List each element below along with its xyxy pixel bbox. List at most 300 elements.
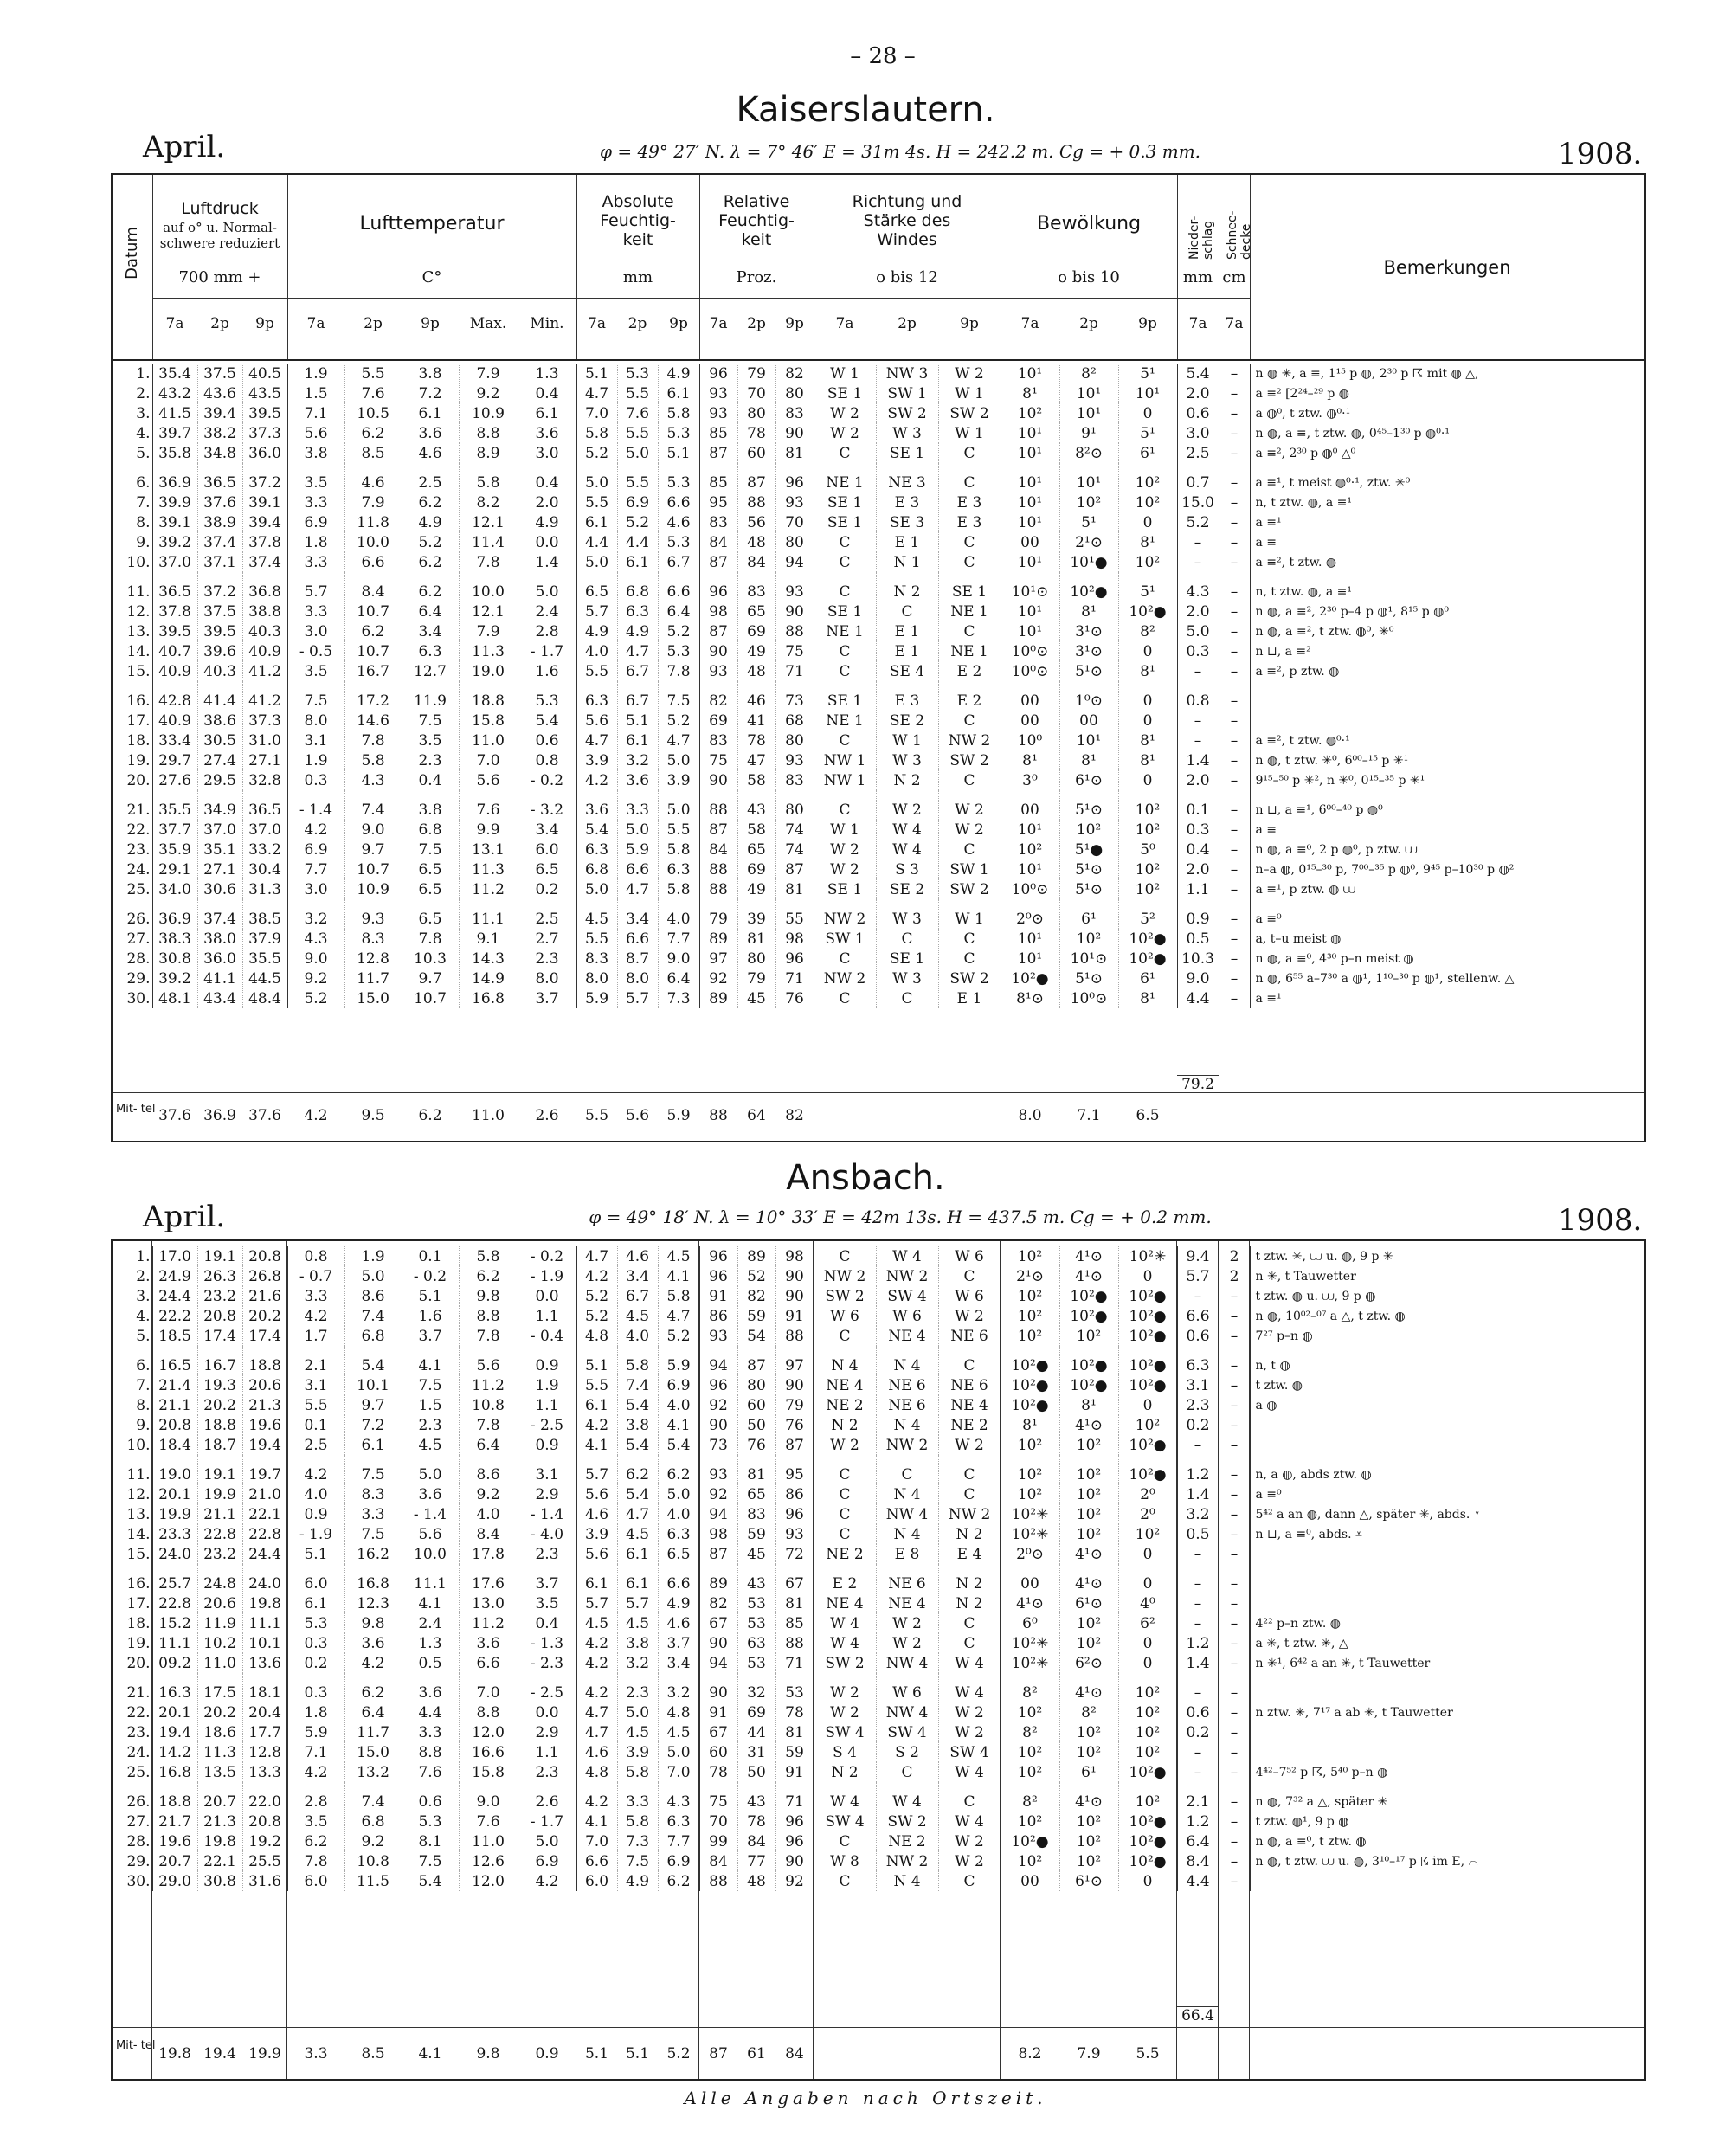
header-lufttemperatur: Lufttemperatur C°	[287, 175, 577, 359]
cell-wind-9p: C	[938, 532, 1001, 552]
cell-abs-humidity-2p: 6.6	[617, 929, 658, 949]
cell-cloud-7a: 10²	[1001, 840, 1059, 859]
cell-rel-humidity-9p: 98	[775, 929, 814, 949]
cell-temp-min: 0.9	[518, 1435, 576, 1455]
cell-rel-humidity-9p: 86	[775, 1484, 814, 1504]
cell-rel-humidity-7a: 84	[699, 1851, 737, 1871]
cell-temp-7a: 1.9	[287, 364, 344, 383]
cell-abs-humidity-2p: 2.3	[617, 1673, 658, 1702]
cell-pressure-7a: 48.1	[152, 988, 197, 1008]
table-row	[113, 750, 1644, 770]
cell-rel-humidity-2p: 47	[737, 750, 775, 770]
cell-pressure-9p: 19.8	[242, 1593, 287, 1613]
cell-temp-max: 11.0	[459, 1831, 518, 1851]
cell-temp-9p: 4.4	[402, 1702, 459, 1722]
cell-wind-9p: C	[938, 840, 1001, 859]
cell-abs-humidity-7a: 8.0	[576, 969, 617, 988]
cell-pressure-7a: 39.2	[152, 532, 197, 552]
cell-temp-max: 8.8	[459, 1306, 518, 1326]
cell-temp-min: 0.9	[518, 1346, 576, 1375]
cell-temp-min: - 1.4	[518, 1504, 576, 1524]
cell-wind-2p: C	[876, 602, 938, 621]
cell-temp-max: 11.2	[459, 1375, 518, 1395]
cell-rel-humidity-9p: 98	[775, 1246, 814, 1266]
cell-snow-cover: –	[1219, 1564, 1250, 1593]
cell-cloud-7a: 00	[1001, 1564, 1059, 1593]
cell-snow-cover: –	[1219, 364, 1250, 383]
cell-abs-humidity-9p: 5.4	[658, 1435, 699, 1455]
cell-pressure-7a: 34.0	[152, 879, 197, 899]
mean-rel-humidity-7a: 87	[709, 2045, 728, 2063]
cell-wind-2p: N 1	[876, 552, 938, 572]
cell-wind-9p: C	[938, 929, 1001, 949]
cell-temp-min: 2.3	[518, 949, 576, 969]
cell-wind-9p: NE 6	[938, 1375, 1001, 1395]
cell-pressure-2p: 23.2	[197, 1544, 242, 1564]
cell-pressure-9p: 35.5	[242, 949, 287, 969]
cell-temp-2p: 7.4	[344, 790, 402, 820]
cell-snow-cover: –	[1219, 711, 1250, 730]
cell-precipitation: 1.2	[1177, 1455, 1219, 1484]
cell-abs-humidity-2p: 7.5	[617, 1851, 658, 1871]
cell-wind-2p: SE 4	[876, 661, 938, 681]
cell-temp-max: 15.8	[459, 1762, 518, 1782]
cell-snow-cover: –	[1219, 641, 1250, 661]
cell-temp-max: 5.6	[459, 1346, 518, 1375]
cell-pressure-9p: 22.0	[242, 1782, 287, 1812]
table-row	[113, 1286, 1644, 1306]
cell-wind-9p: C	[938, 1266, 1001, 1286]
cell-abs-humidity-7a: 5.7	[576, 1455, 617, 1484]
cell-temp-min: 2.9	[518, 1484, 576, 1504]
cell-wind-2p: NE 6	[876, 1395, 938, 1415]
cell-cloud-9p: 10²●	[1118, 949, 1177, 969]
cell-rel-humidity-2p: 82	[737, 1286, 775, 1306]
cell-wind-2p: NE 2	[876, 1831, 938, 1851]
cell-temp-2p: 17.2	[344, 681, 402, 711]
cell-temp-7a: 0.8	[287, 1246, 344, 1266]
cell-pressure-2p: 18.6	[197, 1722, 242, 1742]
cell-cloud-7a: 00	[1001, 711, 1059, 730]
cell-cloud-7a: 10²●	[1001, 1346, 1059, 1375]
cell-rel-humidity-7a: 90	[699, 1415, 737, 1435]
cell-cloud-2p: 4¹⊙	[1059, 1564, 1118, 1593]
cell-precipitation: 0.2	[1177, 1415, 1219, 1435]
cell-temp-7a: 2.1	[287, 1346, 344, 1375]
cell-wind-2p: C	[876, 988, 938, 1008]
cell-wind-9p: C	[938, 1633, 1001, 1653]
cell-rel-humidity-9p: 91	[775, 1306, 814, 1326]
cell-wind-9p: NE 2	[938, 1415, 1001, 1435]
cell-cloud-2p: 10²	[1059, 1633, 1118, 1653]
mean-abs-humidity-2p: 5.6	[625, 1107, 650, 1124]
cell-wind-9p: W 2	[938, 1722, 1001, 1742]
cell-pressure-7a: 39.9	[152, 492, 197, 512]
cell-rel-humidity-2p: 65	[737, 840, 775, 859]
cell-abs-humidity-7a: 4.2	[576, 1673, 617, 1702]
cell-wind-2p: W 3	[876, 423, 938, 443]
table-row	[113, 1484, 1644, 1504]
data-rows	[113, 1246, 1644, 1891]
cell-rel-humidity-9p: 94	[775, 552, 814, 572]
cell-pressure-7a: 36.9	[152, 463, 197, 492]
cell-temp-max: 12.1	[459, 602, 518, 621]
cell-rel-humidity-9p: 80	[775, 790, 814, 820]
cell-rel-humidity-2p: 81	[737, 1455, 775, 1484]
mean-pressure-7a: 37.6	[158, 1107, 191, 1124]
cell-rel-humidity-9p: 75	[775, 641, 814, 661]
cell-cloud-7a: 10²✳	[1001, 1524, 1059, 1544]
cell-cloud-7a: 10⁰⊙	[1001, 661, 1059, 681]
mean-temp-max: 9.8	[476, 2045, 500, 2063]
cell-cloud-9p: 10²●	[1118, 1286, 1177, 1306]
cell-day: 15.	[113, 661, 152, 681]
cell-temp-7a: 7.8	[287, 1851, 344, 1871]
cell-remarks: t ztw. ✳, ⩊ u. ◍, 9 p ✳	[1255, 1249, 1393, 1264]
cell-cloud-2p: 8¹	[1059, 602, 1118, 621]
cell-temp-7a: 3.3	[287, 552, 344, 572]
cell-abs-humidity-7a: 6.3	[576, 840, 617, 859]
table-row	[113, 364, 1644, 383]
cell-day: 12.	[113, 602, 152, 621]
table-row	[113, 1415, 1644, 1435]
cell-temp-max: 18.8	[459, 681, 518, 711]
cell-pressure-9p: 22.8	[242, 1524, 287, 1544]
cell-precipitation: –	[1177, 1673, 1219, 1702]
cell-day: 11.	[113, 572, 152, 602]
cell-temp-max: 14.9	[459, 969, 518, 988]
cell-wind-7a: W 2	[814, 1673, 876, 1702]
cell-abs-humidity-7a: 4.7	[576, 1702, 617, 1722]
cell-wind-9p: W 2	[938, 820, 1001, 840]
cell-wind-9p: NE 1	[938, 641, 1001, 661]
cell-snow-cover: –	[1219, 1633, 1250, 1653]
table-row	[113, 790, 1644, 820]
cell-abs-humidity-2p: 6.8	[617, 572, 658, 602]
cell-pressure-9p: 40.3	[242, 621, 287, 641]
cell-pressure-9p: 21.6	[242, 1286, 287, 1306]
cell-remarks: n ◍, a ≡², 2³⁰ p–4 p ◍¹, 8¹⁵ p ◍⁰	[1255, 604, 1449, 619]
cell-remarks: 4²² p–n ztw. ◍	[1255, 1616, 1341, 1631]
cell-rel-humidity-2p: 80	[737, 949, 775, 969]
cell-rel-humidity-9p: 97	[775, 1346, 814, 1375]
cell-pressure-2p: 19.8	[197, 1831, 242, 1851]
cell-rel-humidity-2p: 58	[737, 820, 775, 840]
cell-temp-min: 1.3	[518, 364, 576, 383]
cell-precipitation: –	[1177, 552, 1219, 572]
cell-abs-humidity-9p: 5.1	[658, 443, 699, 463]
cell-rel-humidity-7a: 67	[699, 1613, 737, 1633]
cell-cloud-9p: 10²●	[1118, 1375, 1177, 1395]
cell-wind-2p: E 8	[876, 1544, 938, 1564]
cell-rel-humidity-7a: 89	[699, 1564, 737, 1593]
cell-cloud-2p: 10²	[1059, 1435, 1118, 1455]
cell-pressure-9p: 17.7	[242, 1722, 287, 1742]
cell-temp-min: 1.1	[518, 1742, 576, 1762]
cell-wind-2p: NW 2	[876, 1851, 938, 1871]
cell-cloud-9p: 5¹	[1118, 572, 1177, 602]
cell-temp-min: 0.4	[518, 383, 576, 403]
cell-remarks: t ztw. ◍ u. ⩊, 9 p ◍	[1255, 1289, 1376, 1303]
cell-temp-7a: 6.1	[287, 1593, 344, 1613]
cell-wind-9p: E 3	[938, 512, 1001, 532]
cell-precipitation: –	[1177, 1544, 1219, 1564]
cell-rel-humidity-9p: 71	[775, 661, 814, 681]
cell-temp-9p: 5.6	[402, 1524, 459, 1544]
cell-wind-9p: W 6	[938, 1286, 1001, 1306]
cell-cloud-2p: 6¹⊙	[1059, 1593, 1118, 1613]
cell-abs-humidity-9p: 4.0	[658, 1504, 699, 1524]
cell-temp-2p: 10.0	[344, 532, 402, 552]
cell-pressure-9p: 20.6	[242, 1375, 287, 1395]
cell-wind-9p: C	[938, 1346, 1001, 1375]
table-row	[113, 403, 1644, 423]
precipitation-sum: 66.4	[1177, 2006, 1219, 2024]
cell-wind-2p: W 4	[876, 840, 938, 859]
cell-precipitation: –	[1177, 661, 1219, 681]
cell-temp-7a: 6.2	[287, 1831, 344, 1851]
cell-pressure-2p: 11.9	[197, 1613, 242, 1633]
cell-pressure-7a: 19.6	[152, 1831, 197, 1851]
cell-temp-max: 12.1	[459, 512, 518, 532]
cell-temp-2p: 8.5	[344, 443, 402, 463]
cell-wind-2p: N 2	[876, 770, 938, 790]
cell-cloud-2p: 4¹⊙	[1059, 1782, 1118, 1812]
cell-snow-cover: –	[1219, 1504, 1250, 1524]
cell-temp-min: - 1.3	[518, 1633, 576, 1653]
cell-abs-humidity-7a: 4.2	[576, 1653, 617, 1673]
cell-wind-7a: NW 2	[814, 1266, 876, 1286]
cell-rel-humidity-9p: 80	[775, 383, 814, 403]
cell-wind-9p: NE 6	[938, 1326, 1001, 1346]
cell-temp-max: 6.4	[459, 1435, 518, 1455]
ansbach-table	[111, 1239, 1646, 2081]
cell-abs-humidity-2p: 6.1	[617, 730, 658, 750]
cell-pressure-2p: 10.2	[197, 1633, 242, 1653]
cell-temp-2p: 7.2	[344, 1415, 402, 1435]
cell-remarks: n, t ◍	[1255, 1358, 1290, 1373]
cell-cloud-7a: 10²	[1001, 1246, 1059, 1266]
cell-precipitation: –	[1177, 730, 1219, 750]
cell-rel-humidity-9p: 95	[775, 1455, 814, 1484]
cell-rel-humidity-7a: 88	[699, 1871, 737, 1891]
cell-abs-humidity-7a: 4.2	[576, 770, 617, 790]
cell-rel-humidity-2p: 32	[737, 1673, 775, 1702]
cell-precipitation: –	[1177, 1286, 1219, 1306]
cell-cloud-9p: 10²●	[1118, 1346, 1177, 1375]
cell-rel-humidity-2p: 77	[737, 1851, 775, 1871]
cell-wind-7a: NE 2	[814, 1544, 876, 1564]
cell-temp-2p: 6.2	[344, 621, 402, 641]
cell-wind-9p: W 4	[938, 1673, 1001, 1702]
cell-abs-humidity-2p: 5.7	[617, 1593, 658, 1613]
cell-remarks: a ◍⁰, t ztw. ◍⁰·¹	[1255, 406, 1351, 421]
cell-precipitation: 0.6	[1177, 403, 1219, 423]
cell-day: 21.	[113, 790, 152, 820]
cell-abs-humidity-2p: 3.3	[617, 1782, 658, 1812]
cell-rel-humidity-7a: 89	[699, 988, 737, 1008]
cell-wind-7a: SE 1	[814, 512, 876, 532]
cell-abs-humidity-9p: 5.2	[658, 711, 699, 730]
cell-rel-humidity-7a: 89	[699, 929, 737, 949]
cell-day: 21.	[113, 1673, 152, 1702]
cell-pressure-9p: 43.5	[242, 383, 287, 403]
cell-temp-2p: 12.3	[344, 1593, 402, 1613]
cell-pressure-7a: 23.3	[152, 1524, 197, 1544]
cell-rel-humidity-9p: 71	[775, 1653, 814, 1673]
cell-abs-humidity-9p: 4.1	[658, 1415, 699, 1435]
cell-cloud-7a: 8²	[1001, 1722, 1059, 1742]
cell-temp-7a: 3.5	[287, 661, 344, 681]
cell-pressure-9p: 19.7	[242, 1455, 287, 1484]
cell-precipitation: 2.0	[1177, 602, 1219, 621]
cell-pressure-7a: 19.4	[152, 1722, 197, 1742]
cell-precipitation: 6.4	[1177, 1831, 1219, 1851]
cell-abs-humidity-2p: 6.7	[617, 661, 658, 681]
cell-cloud-9p: 0	[1118, 403, 1177, 423]
cell-wind-2p: SW 4	[876, 1286, 938, 1306]
cell-cloud-9p: 10²	[1118, 463, 1177, 492]
station-coordinates: φ = 49° 18′ N. λ = 10° 33′ E = 42m 13s. H = 437.5 m. Cg = + 0.2 mm.	[589, 1207, 1212, 1227]
cell-temp-min: 1.4	[518, 552, 576, 572]
cell-rel-humidity-2p: 45	[737, 988, 775, 1008]
cell-temp-9p: 7.5	[402, 1375, 459, 1395]
mean-cloud-9p: 6.5	[1136, 1107, 1160, 1124]
cell-abs-humidity-9p: 3.7	[658, 1633, 699, 1653]
cell-remarks: 7²⁷ p–n ◍	[1255, 1329, 1313, 1343]
cell-rel-humidity-7a: 82	[699, 681, 737, 711]
cell-cloud-9p: 10²●	[1118, 1812, 1177, 1831]
cell-wind-9p: W 2	[938, 790, 1001, 820]
mean-abs-humidity-2p: 5.1	[625, 2045, 650, 2063]
cell-precipitation: 9.4	[1177, 1246, 1219, 1266]
cell-wind-2p: SE 1	[876, 443, 938, 463]
table-row	[113, 681, 1644, 711]
cell-pressure-7a: 39.7	[152, 423, 197, 443]
cell-rel-humidity-7a: 60	[699, 1742, 737, 1762]
cell-temp-max: 11.4	[459, 532, 518, 552]
cell-abs-humidity-2p: 5.0	[617, 443, 658, 463]
cell-abs-humidity-7a: 4.2	[576, 1266, 617, 1286]
cell-wind-9p: SE 1	[938, 572, 1001, 602]
cell-cloud-7a: 10²	[1001, 1306, 1059, 1326]
cell-remarks: n, a ◍, abds ztw. ◍	[1255, 1467, 1372, 1482]
cell-snow-cover: –	[1219, 1702, 1250, 1722]
cell-temp-min: - 1.9	[518, 1266, 576, 1286]
cell-abs-humidity-9p: 4.7	[658, 730, 699, 750]
cell-temp-7a: 3.1	[287, 1375, 344, 1395]
mean-temp-9p: 6.2	[418, 1107, 442, 1124]
cell-temp-min: 3.7	[518, 988, 576, 1008]
cell-remarks	[1250, 1564, 1644, 1593]
cell-rel-humidity-2p: 84	[737, 552, 775, 572]
cell-day: 22.	[113, 1702, 152, 1722]
cell-remarks: a ≡⁰	[1255, 1487, 1282, 1502]
cell-rel-humidity-7a: 83	[699, 512, 737, 532]
cell-abs-humidity-2p: 3.8	[617, 1633, 658, 1653]
cell-temp-max: 10.8	[459, 1395, 518, 1415]
cell-remarks: a ≡¹, t meist ◍⁰·¹, ztw. ✳⁰	[1255, 475, 1411, 490]
cell-rel-humidity-7a: 84	[699, 840, 737, 859]
cell-pressure-7a: 39.2	[152, 969, 197, 988]
cell-temp-2p: 7.8	[344, 730, 402, 750]
cell-wind-2p: C	[876, 1762, 938, 1782]
cell-day: 22.	[113, 820, 152, 840]
cell-cloud-7a: 2⁰⊙	[1001, 1544, 1059, 1564]
cell-wind-7a: SW 4	[814, 1812, 876, 1831]
cell-wind-2p: W 2	[876, 1613, 938, 1633]
cell-precipitation: 2.1	[1177, 1782, 1219, 1812]
cell-abs-humidity-2p: 6.2	[617, 1455, 658, 1484]
cell-rel-humidity-2p: 80	[737, 403, 775, 423]
cell-cloud-2p: 10²	[1059, 929, 1118, 949]
cell-pressure-7a: 25.7	[152, 1564, 197, 1593]
cell-abs-humidity-2p: 6.1	[617, 552, 658, 572]
cell-abs-humidity-2p: 4.7	[617, 879, 658, 899]
cell-temp-7a: 0.3	[287, 1633, 344, 1653]
cell-wind-2p: NE 6	[876, 1375, 938, 1395]
cell-pressure-7a: 29.7	[152, 750, 197, 770]
cell-rel-humidity-9p: 88	[775, 1326, 814, 1346]
cell-abs-humidity-7a: 4.9	[576, 621, 617, 641]
cell-pressure-9p: 10.1	[242, 1633, 287, 1653]
cell-abs-humidity-7a: 4.1	[576, 1812, 617, 1831]
cell-temp-max: 8.8	[459, 423, 518, 443]
cell-snow-cover: 2	[1219, 1246, 1250, 1266]
cell-precipitation: 15.0	[1177, 492, 1219, 512]
cell-cloud-7a: 10²	[1001, 1762, 1059, 1782]
cell-wind-9p: W 2	[938, 1435, 1001, 1455]
cell-temp-2p: 6.2	[344, 1673, 402, 1702]
cell-cloud-2p: 5¹⊙	[1059, 879, 1118, 899]
cell-pressure-7a: 24.0	[152, 1544, 197, 1564]
cell-temp-min: 2.0	[518, 492, 576, 512]
cell-cloud-2p: 3¹⊙	[1059, 621, 1118, 641]
cell-remarks: a ✳, t ztw. ✳, △	[1255, 1636, 1348, 1651]
cell-snow-cover: –	[1219, 840, 1250, 859]
cell-pressure-9p: 37.3	[242, 423, 287, 443]
cell-wind-2p: N 4	[876, 1524, 938, 1544]
cell-abs-humidity-2p: 4.6	[617, 1246, 658, 1266]
cell-remarks	[1250, 1742, 1644, 1762]
cell-temp-max: 5.8	[459, 463, 518, 492]
cell-pressure-2p: 23.2	[197, 1286, 242, 1306]
cell-remarks: n ◍, a ≡², t ztw. ◍⁰, ✳⁰	[1255, 624, 1394, 639]
cell-rel-humidity-2p: 44	[737, 1722, 775, 1742]
cell-remarks: n, t ztw. ◍, a ≡¹	[1255, 584, 1352, 599]
cell-temp-9p: 7.5	[402, 1851, 459, 1871]
header-datum: Datum	[113, 175, 153, 359]
cell-pressure-7a: 42.8	[152, 681, 197, 711]
cell-wind-2p: W 4	[876, 820, 938, 840]
cell-temp-9p: - 1.4	[402, 1504, 459, 1524]
cell-wind-7a: W 4	[814, 1633, 876, 1653]
cell-temp-7a: 5.9	[287, 1722, 344, 1742]
cell-rel-humidity-9p: 74	[775, 820, 814, 840]
cell-temp-max: 9.1	[459, 929, 518, 949]
cell-snow-cover: –	[1219, 1613, 1250, 1633]
cell-cloud-9p: 10²●	[1118, 602, 1177, 621]
cell-cloud-9p: 10²	[1118, 1524, 1177, 1544]
cell-rel-humidity-7a: 88	[699, 879, 737, 899]
cell-precipitation: –	[1177, 1435, 1219, 1455]
cell-temp-9p: 5.3	[402, 1812, 459, 1831]
cell-cloud-7a: 10¹	[1001, 443, 1059, 463]
cell-wind-9p: W 2	[938, 1831, 1001, 1851]
cell-cloud-9p: 0	[1118, 1564, 1177, 1593]
cell-rel-humidity-9p: 90	[775, 1266, 814, 1286]
cell-wind-2p: E 3	[876, 681, 938, 711]
